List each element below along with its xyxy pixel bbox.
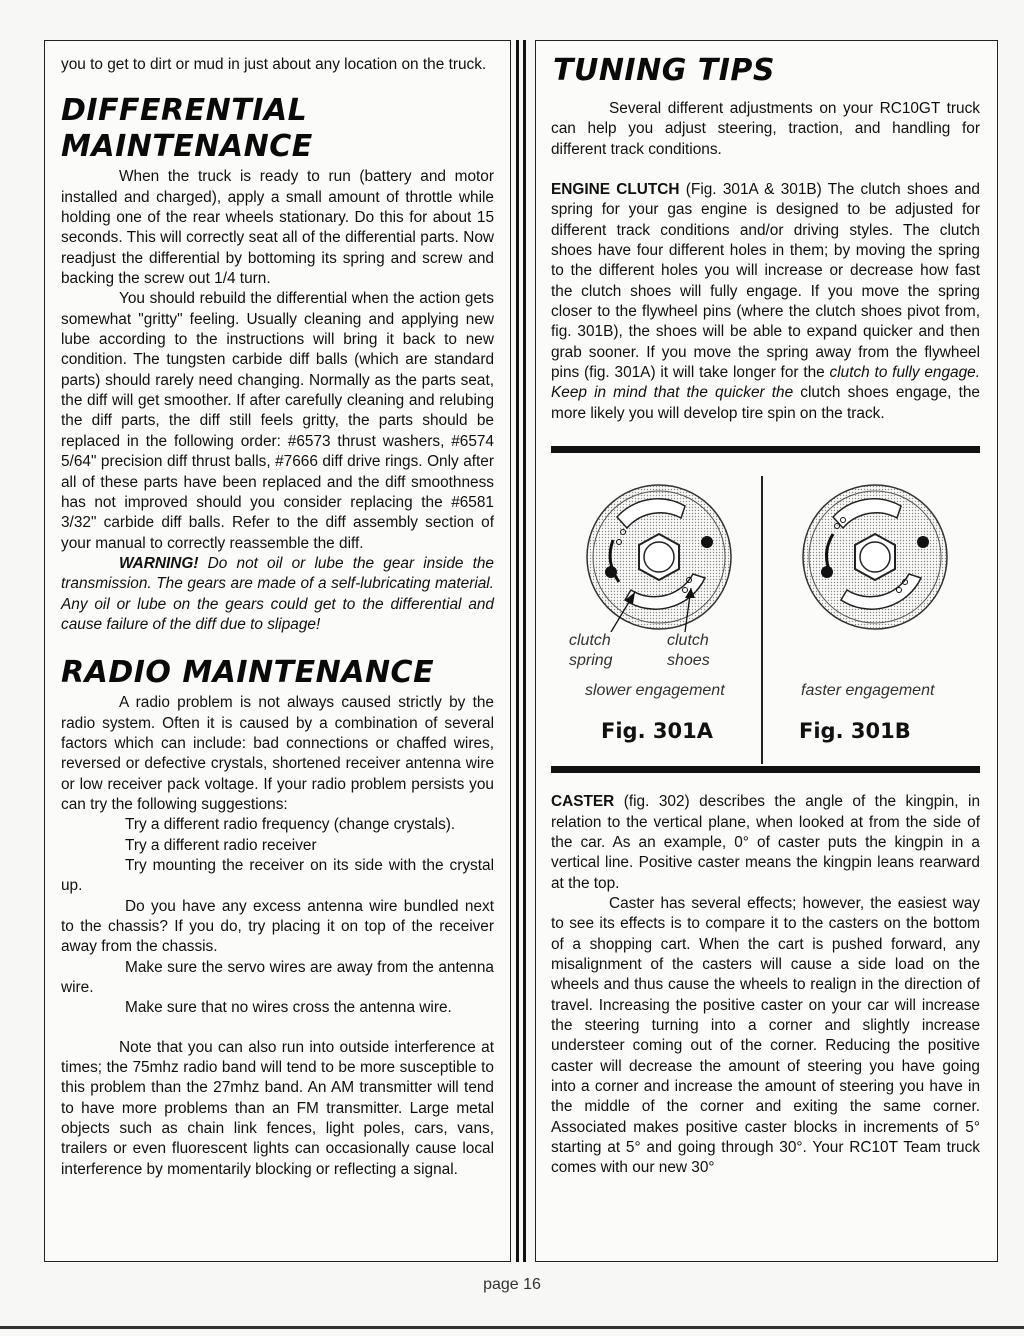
column-rule-right	[523, 40, 526, 1262]
warning-paragraph	[61, 554, 494, 635]
warning-text: Do not oil or lube the gear inside the transmission. The gears are made of a self-lubricating material. Any oil or lube on the gears could get to the differential and cause failure of the diff due to slipage!	[61, 554, 494, 633]
clutch-figure	[551, 446, 980, 776]
figure-label-301b: Fig. 301B	[799, 719, 911, 744]
caster-text: (fig. 302) describes the angle of the kingpin, in relation to the vertical plane, when looked at from the side of the car. As an example, 0° of caster puts the kingpin in a vertical line. Positive caster means the kingpin leans rearward at the top.	[551, 793, 980, 892]
callout-clutch-shoes-line-2: shoes	[667, 652, 710, 670]
differential-paragraph-2: You should rebuild the differential when the action gets somewhat "gritty" feeling. Usually cleaning and applying new lube according to the instructions will bring it back to new condition. The tungsten carbide diff balls (which are standard parts) should rarely need changing. Normally as the parts seat, the diff will get smoother. If after carefully cleaning and relubing the diff parts, the diff still feels gritty, the parts should be replaced in the following order: #6573 thrust washers, #6574 5/64" precision diff thrust balls, #7666 diff drive rings. Only after all of these parts have been replaced and the diff smoothness has not improved should you consider replacing the #6581 3/32" carbide diff balls. Refer to the diff assembly section of your manual to correctly reassemble the diff.	[61, 290, 494, 552]
radio-suggestion-2: Try a different radio receiver	[125, 836, 317, 854]
radio-paragraph-2: Note that you can also run into outside interference at times; the 75mhz radio band will tend to be more susceptible to this problem than the 27mhz band. An AM transmitter will tend to have more problems than an FM transmitter. Large metal objects such as chain link fences, light poles, cars, vans, trailers or even fluorescent lights can occasionally cause local interference by momentarily blocking or reflecting a signal.	[61, 1038, 494, 1178]
differential-heading-line-2: MAINTENANCE	[61, 129, 313, 165]
clutch-diagram-301b	[791, 482, 961, 632]
page-number: page 16	[483, 1276, 541, 1293]
engine-clutch-text: (Fig. 301A & 301B) The clutch shoes and spring for your gas engine is designed to be adjusted for different track conditions and/or driving styles. The clutch shoes have four different holes in them; by moving the spring to the different holes you will increase or decrease how fast the clutch shoes will fully engage. If you move the spring closer to the flywheel pins (where the clutch shoes pivot from, fig. 301B), the shoes will be able to expand quicker and then grab sooner. If you move the spring away from the flywheel pins (fig. 301A) it will take longer for the	[551, 181, 980, 382]
radio-heading: RADIO MAINTENANCE	[61, 655, 435, 691]
warning-label: WARNING!	[119, 554, 199, 572]
radio-suggestion-6: Make sure that no wires cross the antenna wire.	[125, 999, 452, 1017]
engine-clutch-label: ENGINE CLUTCH	[551, 181, 680, 199]
caption-faster-engagement: faster engagement	[801, 682, 935, 700]
figure-label-301a: Fig. 301A	[601, 719, 713, 744]
callout-clutch-spring-line-1: clutch	[569, 632, 611, 650]
caption-slower-engagement: slower engagement	[585, 682, 725, 700]
caster-paragraph-1	[551, 792, 980, 894]
caster-paragraph-2: Caster has several effects; however, the easiest way to see its effects is to compare it to the casters on the bottom of a shopping cart. When the cart is pushed forward, any misalignment of the casters will cause a side load on the wheels and thus cause the wheels to realign in the direction of travel. Increasing the positive caster on your car will increase the steering turning into a corner and slightly increase understeer coming out of the corner. Reducing the positive caster will decrease the amount of steering you have going into a corner and increase the amount of steering you have in the middle of the corner and exiting the same corner. Associated makes positive caster blocks in increments of 5° starting at 5° and going through 30°. Your RC10T Team truck comes with our new 30°	[551, 894, 980, 1177]
tuning-intro-paragraph: Several different adjustments on your RC10GT truck can help you adjust steering, traction, and handling for different track conditions.	[551, 100, 980, 158]
radio-paragraph-1: A radio problem is not always caused strictly by the radio system. Often it is caused by a combination of several factors which can include: bad connections or chaffed wires, reversed or defective crystals, shortened receiver antenna wire or low receiver pack voltage. If your radio problem persists you can try the following suggestions:	[61, 694, 494, 813]
left-column	[44, 40, 511, 1262]
differential-paragraph-1: When the truck is ready to run (battery and motor installed and charged), apply a small amount of throttle while holding one of the rear wheels stationary. Do this for about 15 seconds. This will correctly seat all of the differential parts. Now readjust the differential by bottoming its spring and screw and backing the screw out 1/4 turn.	[61, 168, 494, 288]
callout-clutch-spring-line-2: spring	[569, 652, 613, 670]
clutch-diagram-301a	[565, 482, 745, 632]
intro-paragraph: you to get to dirt or mud in just about any location on the truck.	[61, 56, 487, 73]
radio-suggestion-4: Do you have any excess antenna wire bundled next to the chassis? If you do, try placing it on top of the receiver away from the chassis.	[61, 897, 494, 956]
caster-label: CASTER	[551, 793, 615, 811]
engine-clutch-paragraph	[551, 180, 980, 424]
callout-clutch-shoes-line-1: clutch	[667, 632, 709, 650]
radio-suggestion-3: Try mounting the receiver on its side with the crystal up.	[61, 857, 494, 895]
figure-divider	[761, 476, 763, 764]
differential-heading-line-1: DIFFERENTIAL	[61, 93, 308, 129]
column-rule-left	[516, 40, 519, 1262]
figure-top-bar	[551, 446, 980, 453]
right-column	[535, 40, 998, 1262]
tuning-heading: TUNING TIPS	[553, 53, 775, 88]
radio-suggestion-5: Make sure the servo wires are away from the antenna wire.	[61, 958, 494, 997]
engine-clutch-text-italic: clutch to fully engage. Keep in mind that the quicker the	[551, 364, 980, 402]
radio-suggestion-1: Try a different radio frequency (change crystals).	[125, 816, 456, 834]
engine-clutch-text-end: clutch shoes engage, the more likely you will develop tire spin on the track.	[551, 384, 980, 422]
figure-bottom-bar	[551, 766, 980, 773]
bottom-edge-rule	[0, 1326, 1024, 1329]
